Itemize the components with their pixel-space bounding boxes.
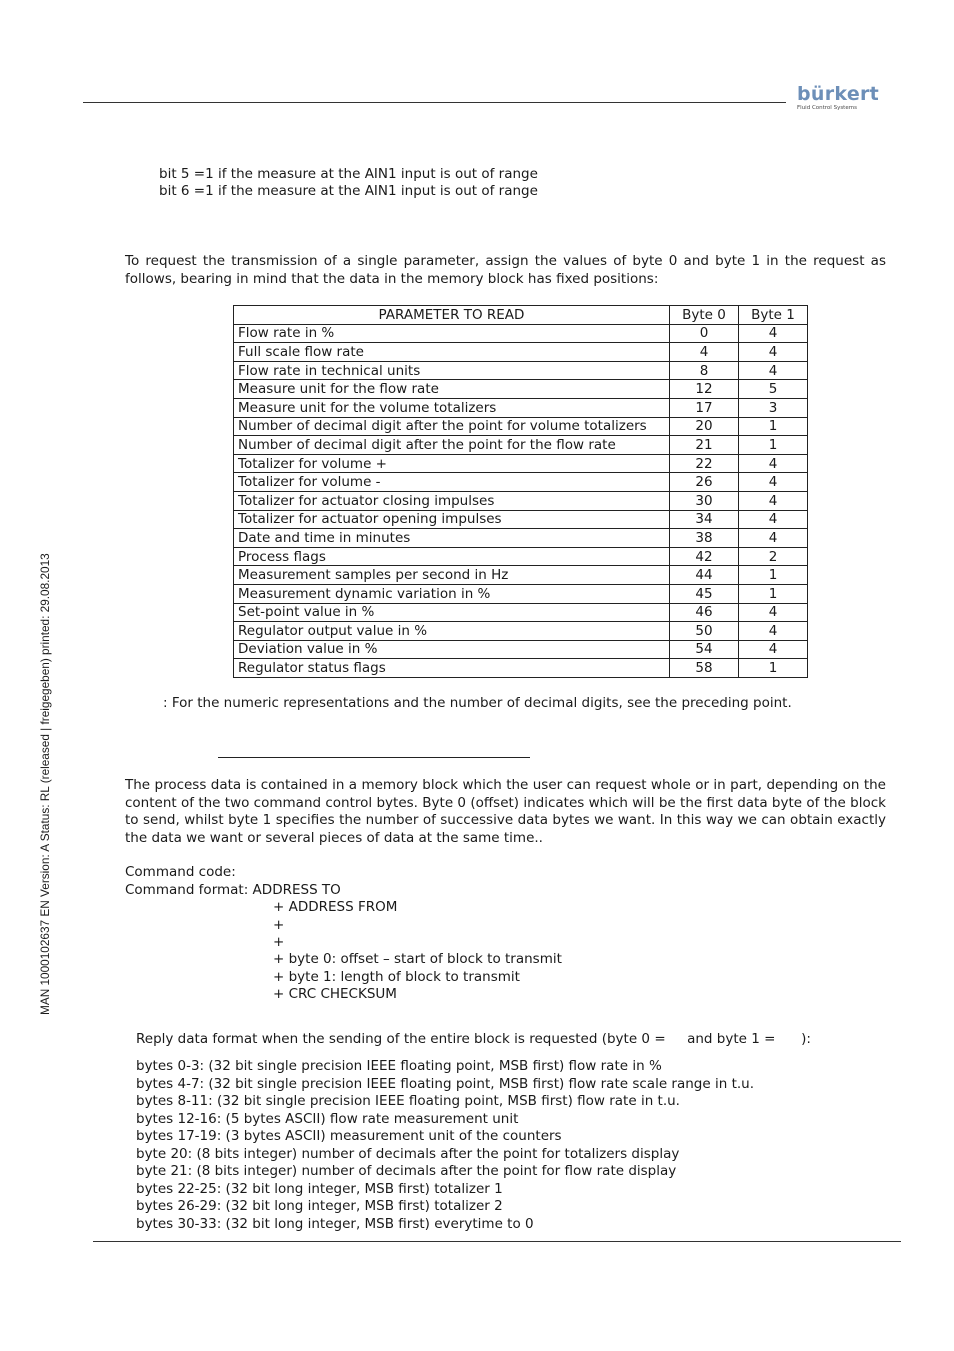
byte1-cell: 4	[739, 510, 808, 529]
table-row	[234, 361, 808, 380]
byte0-cell: 34	[670, 510, 739, 529]
reply-line: bytes 8-11: (32 bit single precision IEEE floating point, MSB first) flow rate in t.u.	[136, 1093, 680, 1109]
reply-line: bytes 0-3: (32 bit single precision IEEE floating point, MSB first) flow rate in %	[136, 1058, 662, 1074]
byte1-cell: 5	[739, 380, 808, 399]
byte0-cell: 17	[670, 398, 739, 417]
parameter-cell: Measure unit for the volume totalizers	[234, 398, 670, 417]
byte1-cell: 1	[739, 436, 808, 455]
parameter-cell: Deviation value in %	[234, 640, 670, 659]
byte1-cell: 4	[739, 529, 808, 548]
command-format-line: + byte 0: offset – start of block to transmit	[273, 951, 562, 967]
parameter-cell: Flow rate in technical units	[234, 361, 670, 380]
table-row	[234, 603, 808, 622]
parameter-cell: Set-point value in %	[234, 603, 670, 622]
parameter-cell: Number of decimal digit after the point for volume totalizers	[234, 417, 670, 436]
table-row	[234, 584, 808, 603]
bit-5-line: bit 5 =1 if the measure at the AIN1 input is out of range	[159, 166, 538, 182]
reply-intro: Reply data format when the sending of the entire block is requested (byte 0 = and byte 1 = ):	[136, 1031, 811, 1047]
table-row	[234, 473, 808, 492]
byte0-cell: 44	[670, 566, 739, 585]
byte0-cell: 8	[670, 361, 739, 380]
table-header-row	[234, 306, 808, 325]
table-row	[234, 324, 808, 343]
byte0-cell: 4	[670, 343, 739, 362]
parameter-cell: Process flags	[234, 547, 670, 566]
reply-line: bytes 17-19: (3 bytes ASCII) measurement unit of the counters	[136, 1128, 562, 1144]
table-row	[234, 547, 808, 566]
byte1-cell: 1	[739, 584, 808, 603]
table-row	[234, 436, 808, 455]
parameter-cell: Totalizer for volume -	[234, 473, 670, 492]
parameter-cell: Measure unit for the flow rate	[234, 380, 670, 399]
column-header-byte1: Byte 1	[739, 306, 808, 325]
logo-tagline: Fluid Control Systems	[797, 105, 857, 111]
byte1-cell: 3	[739, 398, 808, 417]
reply-line: byte 20: (8 bits integer) number of decimals after the point for totalizers display	[136, 1145, 680, 1162]
command-format-line: +	[273, 934, 285, 950]
parameter-cell: Flow rate in %	[234, 324, 670, 343]
table-row	[234, 398, 808, 417]
parameter-cell: Full scale flow rate	[234, 343, 670, 362]
column-header-parameter: PARAMETER TO READ	[234, 306, 670, 325]
table-row	[234, 529, 808, 548]
byte0-cell: 0	[670, 324, 739, 343]
parameter-cell: Number of decimal digit after the point for the flow rate	[234, 436, 670, 455]
parameter-cell: Date and time in minutes	[234, 529, 670, 548]
command-format-line: +	[273, 917, 285, 933]
byte0-cell: 58	[670, 659, 739, 678]
command-format-label: Command format: ADDRESS TO	[125, 882, 341, 898]
byte0-cell: 42	[670, 547, 739, 566]
command-format-line: + ADDRESS FROM	[273, 899, 398, 915]
process-data-paragraph: The process data is contained in a memory block which the user can request whole or in part, depending on the content of the two command control bytes. Byte 0 (offset) indicates which will be the first data byte of the block to send, whilst byte 1 specifies the number of successive data bytes we want. In this way we can obtain exactly the data we want or several pieces of data at the same time..	[125, 777, 886, 846]
byte1-cell: 2	[739, 547, 808, 566]
byte1-cell: 4	[739, 640, 808, 659]
byte0-cell: 20	[670, 417, 739, 436]
byte1-cell: 1	[739, 417, 808, 436]
byte0-cell: 26	[670, 473, 739, 492]
reply-line: byte 21: (8 bits integer) number of decimals after the point for flow rate display	[136, 1163, 677, 1179]
byte0-cell: 22	[670, 454, 739, 473]
table-row	[234, 622, 808, 641]
byte0-cell: 30	[670, 491, 739, 510]
byte1-cell: 4	[739, 454, 808, 473]
parameter-table	[233, 305, 808, 678]
byte0-cell: 50	[670, 622, 739, 641]
table-row	[234, 491, 808, 510]
document-status-sidebar: MAN 1000102637 EN Version: A Status: RL (released | freigegeben) printed: 29.08.2013	[38, 553, 52, 1015]
parameter-cell: Measurement samples per second in Hz	[234, 566, 670, 585]
reply-line: bytes 30-33: (32 bit long integer, MSB first) everytime to 0	[136, 1215, 534, 1232]
byte1-cell: 4	[739, 324, 808, 343]
table-row	[234, 566, 808, 585]
table-row	[234, 659, 808, 678]
table-row	[234, 454, 808, 473]
byte1-cell: 4	[739, 603, 808, 622]
command-code-label: Command code:	[125, 864, 236, 880]
byte1-cell: 1	[739, 566, 808, 585]
byte0-cell: 12	[670, 380, 739, 399]
command-format-line: + CRC CHECKSUM	[273, 986, 397, 1002]
table-row	[234, 380, 808, 399]
byte0-cell: 54	[670, 640, 739, 659]
byte0-cell: 38	[670, 529, 739, 548]
header-rule	[83, 102, 786, 103]
command-format-line: + byte 1: length of block to transmit	[273, 969, 520, 985]
bit-6-line: bit 6 =1 if the measure at the AIN1 input is out of range	[159, 183, 538, 199]
byte1-cell: 4	[739, 622, 808, 641]
byte1-cell: 4	[739, 473, 808, 492]
reply-line: bytes 12-16: (5 bytes ASCII) flow rate measurement unit	[136, 1110, 519, 1127]
intro-paragraph: To request the transmission of a single parameter, assign the values of byte 0 and byte 1 in the request as follows, bearing in mind that the data in the memory block has fixed positions:	[125, 253, 886, 287]
reply-line: bytes 26-29: (32 bit long integer, MSB first) totalizer 2	[136, 1198, 503, 1214]
reply-format-list	[136, 1058, 754, 1233]
table-row	[234, 343, 808, 362]
parameter-cell: Totalizer for actuator closing impulses	[234, 491, 670, 510]
parameter-cell: Regulator output value in %	[234, 622, 670, 641]
parameter-cell: Totalizer for actuator opening impulses	[234, 510, 670, 529]
table-row	[234, 417, 808, 436]
reply-line: bytes 4-7: (32 bit single precision IEEE floating point, MSB first) flow rate scale range in t.u.	[136, 1075, 755, 1092]
note-text: : For the numeric representations and the number of decimal digits, see the preceding point.	[163, 695, 792, 711]
table-row	[234, 640, 808, 659]
byte0-cell: 21	[670, 436, 739, 455]
table-row	[234, 510, 808, 529]
parameter-cell: Measurement dynamic variation in %	[234, 584, 670, 603]
byte1-cell: 4	[739, 491, 808, 510]
parameter-cell: Totalizer for volume +	[234, 454, 670, 473]
parameter-cell: Regulator status flags	[234, 659, 670, 678]
column-header-byte0: Byte 0	[670, 306, 739, 325]
footer-rule	[93, 1241, 901, 1242]
burkert-logo	[797, 83, 880, 114]
section-heading-rule	[218, 757, 530, 758]
logo-wordmark: bürkert	[797, 83, 880, 105]
byte1-cell: 4	[739, 361, 808, 380]
byte1-cell: 4	[739, 343, 808, 362]
byte1-cell: 1	[739, 659, 808, 678]
byte0-cell: 46	[670, 603, 739, 622]
reply-line: bytes 22-25: (32 bit long integer, MSB first) totalizer 1	[136, 1180, 503, 1197]
byte0-cell: 45	[670, 584, 739, 603]
